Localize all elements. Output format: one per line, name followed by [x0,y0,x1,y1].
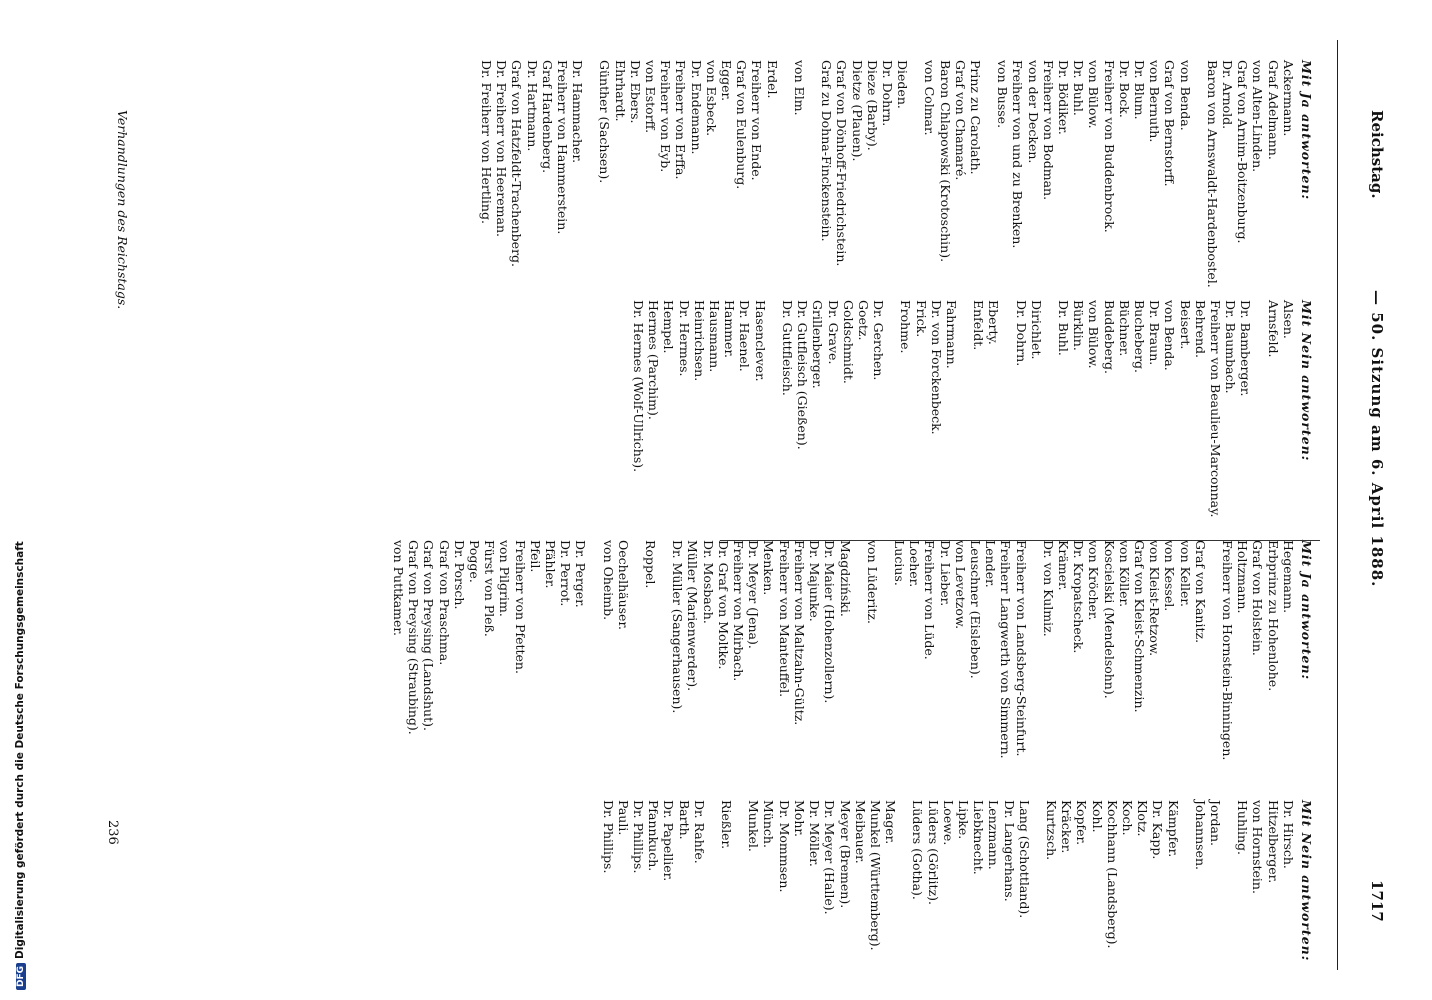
member-name: Dr. Gerchen. [871,300,887,381]
member-name: Dr. Haenel. [737,300,753,372]
member-name: Frohme. [898,300,914,354]
member-name: Koscielski (Mendelsohn). [1101,540,1117,699]
member-name: Bucheberg. [1131,300,1147,374]
member-name: von Kröcher. [1086,540,1102,621]
member-name: Hegemann. [1280,540,1296,614]
member-name: von Puttkamer. [391,540,407,636]
member-name: Graf Adelmann. [1265,60,1281,160]
member-name: Graf Hardenberg. [539,60,555,174]
member-name: Meyer (Bremen). [837,800,853,909]
list-gap [588,540,600,760]
member-name: Dr. Dohrn. [879,60,895,127]
header-rule [1337,40,1338,970]
member-name: Freiherr von Maltzahn-Gültz. [791,540,807,726]
member-name: Dr. Majunke. [807,540,823,622]
member-name: Erbprinz zu Hohenlohe. [1265,540,1281,692]
list-gap [1044,300,1056,517]
member-name: Johannsen. [1192,800,1208,870]
member-name: Dr. von Forckenbeck. [928,300,944,435]
member-name: Huhling. [1235,800,1251,856]
member-name: Freiherr von Beaulieu-Marconnay. [1207,300,1223,518]
member-name: von Köller. [1116,540,1132,608]
member-name: Lucius. [891,540,907,586]
member-name: Lüders (Gotha). [910,800,926,900]
header-center: — 50. Sitzung am 6. April 1888. [1368,290,1386,588]
member-name: von Lüderitz. [864,540,880,624]
list-gap [1223,800,1235,961]
member-name: Dr. Freiherr von Heereman. [494,60,510,237]
member-name: Dr. Arnold. [1219,60,1235,130]
member-name: Graf von Holstein. [1250,540,1266,656]
list-gap [853,540,865,760]
list-gap [658,540,670,760]
member-name: Dr. Rahfe. [691,800,707,864]
member-name: Frick. [913,300,929,338]
column-nein-2 [600,800,1314,961]
member-name: Hasenclever. [752,300,768,382]
funding-text: Digitalisierung gefördert durch die Deutsche Forschungsgemeinschaft [14,541,26,959]
member-name: Dr. Bamberger. [1238,300,1254,397]
member-name: Munkel. [746,800,762,852]
column-heading: Mit Ja antworten: [1299,540,1314,681]
list-gap [734,800,746,961]
member-name: Barth. [676,800,692,840]
member-name: von Keller. [1177,540,1193,607]
member-name: Freiherr von Buddenbrock. [1101,60,1117,233]
member-name: Freiherr von Pfetten. [512,540,528,674]
member-name: von Kessel. [1162,540,1178,612]
member-name: Dieden. [895,60,911,109]
member-name: Freiherr von Landsberg-Steinfurt. [1013,540,1029,757]
member-name: Grillenberger. [810,300,826,389]
member-name: Münch. [761,800,777,848]
member-name: Loeher. [907,540,923,588]
member-name: Graf von Preysing (Straubing). [406,540,422,735]
member-name: Prinz zu Carolath. [967,60,983,175]
list-gap [910,60,922,288]
member-name: Pfeil. [527,540,543,573]
member-name: Leuschner (Eisleben). [967,540,983,679]
member-name: Dieze (Barby). [864,60,880,151]
bottom-page-number: 236 [105,820,120,845]
member-name: Freiherr von und zu Brenken. [1010,60,1026,249]
member-name: Dietze (Plauen). [849,60,865,162]
member-name: Arnsfeld. [1265,300,1281,358]
member-name: Mohr. [791,800,807,837]
member-name: Koch. [1119,800,1135,836]
member-name: Mager. [883,800,899,845]
member-name: Fürst von Pleß. [482,540,498,637]
member-name: Magdziński. [837,540,853,617]
member-name: Graf von Bernstorff. [1162,60,1178,187]
member-name: Lipke. [955,800,971,840]
member-name: Dr. Gutfleisch (Gießen). [795,300,811,450]
member-name: Bürklin. [1071,300,1087,351]
proceedings-note: Verhandlungen des Reichstags. [115,110,130,310]
member-name: Graf von Chamaré. [952,60,968,181]
member-name: Dr. Baumbach. [1223,300,1239,394]
list-gap [1029,540,1041,760]
member-name: Freiherr von Hornstein-Binningen. [1219,540,1235,761]
member-name: von Estorff. [643,60,659,134]
list-gap [1032,800,1044,961]
member-name: Freiherr von Manteuffel. [776,540,792,698]
member-name: Behrend. [1192,300,1208,359]
member-name: Graf von Eulenburg. [734,60,750,190]
member-name: Dr. Langerhans. [1001,800,1017,902]
member-name: Pfannkuch. [646,800,662,872]
member-name: Freiherr Langwerth von Simmern. [998,540,1014,759]
member-name: von Colmar. [922,60,938,136]
member-name: Dr. Hammacher. [570,60,586,164]
list-gap [780,60,792,288]
member-name: Dr. Ebers. [627,60,643,124]
member-name: Dr. Dohrn. [1013,300,1029,367]
member-name: Dr. Meyer (Halle). [822,800,838,915]
member-name: Graf von Dönhoff-Friedrichstein. [834,60,850,267]
funding-credit [14,541,26,990]
member-name: Hammer. [722,300,738,359]
member-name: von Bülow. [1086,300,1102,369]
member-name: Kohl. [1089,800,1105,833]
member-name: Lender. [983,540,999,588]
member-name: Dr. Hermes. [676,300,692,377]
member-name: von Alten-Linden. [1250,60,1266,173]
list-gap [585,60,597,288]
member-name: Freiherr von Lüde. [922,540,938,660]
member-name: Oechelhäuser. [615,540,631,631]
column-nein-1 [631,300,1314,517]
member-name: Fahrmann. [943,300,959,369]
member-name: Büchner. [1116,300,1132,357]
member-name: Dr. Graf von Moltke. [715,540,731,670]
member-name: Dr. Perger. [573,540,589,608]
header-page-number: 1717 [1368,880,1386,922]
column-heading: Mit Ja antworten: [1299,60,1314,201]
member-name: Kochhann (Landsberg). [1104,800,1120,949]
list-gap [880,540,892,760]
member-name: Heinrichsen. [691,300,707,382]
member-name: Dr. Maier (Hohenzollern). [822,540,838,704]
header-left: Reichstag. [1368,110,1386,199]
member-name: Graf von Preysing (Landshut). [421,540,437,731]
member-name: Dr. Guttfleisch. [779,300,795,396]
member-name: Jordan. [1207,800,1223,846]
member-name: Ackermann. [1280,60,1296,137]
member-name: Krämer. [1055,540,1071,591]
member-name: Enfeldt. [971,300,987,351]
list-gap [631,540,643,760]
member-name: Müller (Marienwerder). [685,540,701,692]
member-name: Egger. [719,60,735,102]
member-name: Dr. von Kulmiz. [1040,540,1056,637]
member-name: Dr. Blum. [1131,60,1147,120]
member-name: von Oheimb. [600,540,616,621]
member-name: Erdel. [764,60,780,99]
list-gap [983,60,995,288]
member-name: Roppel. [643,540,659,589]
member-name: Menken. [761,540,777,596]
member-name: Dr. Papellier. [661,800,677,882]
member-name: von Levetzow. [952,540,968,630]
member-name: Dr. Kropatscheck. [1071,540,1087,654]
member-name: Freiherr von Eyb. [658,60,674,173]
member-name: Dr. Porsch. [451,540,467,610]
member-name: Freiherr von Erffa. [673,60,689,180]
member-name: Alsen. [1280,300,1296,339]
member-name: Dr. Braun. [1147,300,1163,366]
member-name: von der Decken. [1025,60,1041,164]
member-name: Dirichlet. [1028,300,1044,360]
list-gap [807,60,819,288]
member-name: von Esbeck. [703,60,719,137]
list-gap [1208,540,1220,760]
member-name: Dr. Meyer (Jena). [746,540,762,649]
member-name: Freiherr von Hammerstein. [555,60,571,235]
dfg-logo: DFG [16,963,26,990]
member-name: von Bülow. [1086,60,1102,129]
member-name: Graf von Kanitz. [1192,540,1208,644]
member-name: Hermes (Parchim). [646,300,662,420]
column-heading: Mit Nein antworten: [1299,300,1314,462]
list-gap [1001,300,1013,517]
member-name: Dr. Lieber. [937,540,953,607]
member-name: Dr. Phillips. [600,800,616,874]
member-name: Graf von Arnim-Boitzenburg. [1235,60,1251,244]
member-name: Goldschmidt. [840,300,856,384]
member-name: Lang (Schottland). [1016,800,1032,919]
member-name: Graf von Praschma. [436,540,452,666]
member-name: Freiherr von Bodman. [1040,60,1056,201]
member-name: Rießler. [719,800,735,850]
member-name: von Hornstein. [1250,800,1266,894]
member-name: Pfähler. [543,540,559,589]
list-gap [1181,800,1193,961]
member-name: Graf zu Dohna-Finckenstein. [819,60,835,242]
member-name: Dr. Bock. [1116,60,1132,118]
member-name: von Busse. [995,60,1011,129]
list-gap [707,800,719,961]
member-name: von Benda. [1177,60,1193,131]
member-name: Ehrhardt. [612,60,628,122]
member-name: Meibauer. [852,800,868,864]
member-name: von Benda. [1162,300,1178,371]
member-name: von Bernuth. [1147,60,1163,143]
member-name: Dr. Buhl. [1055,300,1071,356]
member-name: Hausmann. [707,300,723,373]
member-name: Dr. Mosbach. [700,540,716,624]
member-name: Dr. Hirsch. [1280,800,1296,869]
member-name: Dr. Grave. [825,300,841,365]
member-name: Loewe. [940,800,956,846]
member-name: Dr. Freiherr von Hertling. [479,60,495,224]
member-name: Pauli. [615,800,631,836]
member-name: Hitzelberger. [1265,800,1281,884]
list-gap [959,300,971,517]
member-name: Liebknecht. [971,800,987,875]
page-header [1356,0,1386,1000]
member-name: Dr. Mommsen. [776,800,792,893]
member-name: Beisert. [1177,300,1193,350]
list-gap [768,300,780,517]
member-name: Dr. Hermes (Wolf-Ullrichs). [631,300,647,473]
member-name: Günther (Sachsen). [597,60,613,184]
member-name: Lüders (Görlitz). [925,800,941,905]
member-name: Eberty. [986,300,1002,345]
member-name: Dr. Müller (Sangerhausen). [670,540,686,714]
list-gap [1253,300,1265,517]
list-gap [898,800,910,961]
member-name: Klotz. [1135,800,1151,837]
member-name: Dr. Kapp. [1150,800,1166,860]
member-name: Buddeberg. [1101,300,1117,374]
member-name: Kurtzsch. [1043,800,1059,861]
member-name: von Kleist-Retzow. [1147,540,1163,657]
member-name: Kräcker. [1059,800,1075,854]
member-name: Freiherr von Mirbach. [731,540,747,682]
funding-sidebar [0,0,26,1000]
member-name: Munkel (Württemberg). [867,800,883,951]
member-name: von Pilgrim. [497,540,513,617]
member-name: Dr. Phillips. [631,800,647,874]
member-name: Lenzmann. [986,800,1002,870]
member-name: Baron Chlapowski (Krotoschin). [937,60,953,263]
member-name: Goetz. [855,300,871,341]
member-name: Pogge. [467,540,483,583]
member-name: Dr. Möller. [807,800,823,867]
member-name: von Elm. [791,60,807,116]
list-gap [1193,60,1205,288]
member-name: Dr. Endemann. [688,60,704,155]
column-divider [720,540,1320,541]
member-name: Dr. Hartmann. [524,60,540,152]
member-name: Freiherr von Ende. [749,60,765,181]
member-name: Kopfer. [1074,800,1090,846]
column-ja-1 [479,60,1314,288]
list-gap [886,300,898,517]
member-name: Dr. Buhl. [1071,60,1087,116]
member-name: Kämpfer. [1165,800,1181,858]
member-name: Holtzmann. [1235,540,1251,614]
member-name: Graf von Kleist-Schmenzin. [1131,540,1147,713]
member-name: Dr. Bödiker. [1055,60,1071,135]
column-heading: Mit Nein antworten: [1299,800,1314,962]
member-name: Dr. Perrot. [558,540,574,607]
member-name: Baron von Arnswaldt-Hardenbostel. [1204,60,1220,288]
column-ja-2 [391,540,1314,760]
member-name: Graf von Hatzfeldt-Trachenberg. [509,60,525,268]
member-name: Hempel. [661,300,677,354]
